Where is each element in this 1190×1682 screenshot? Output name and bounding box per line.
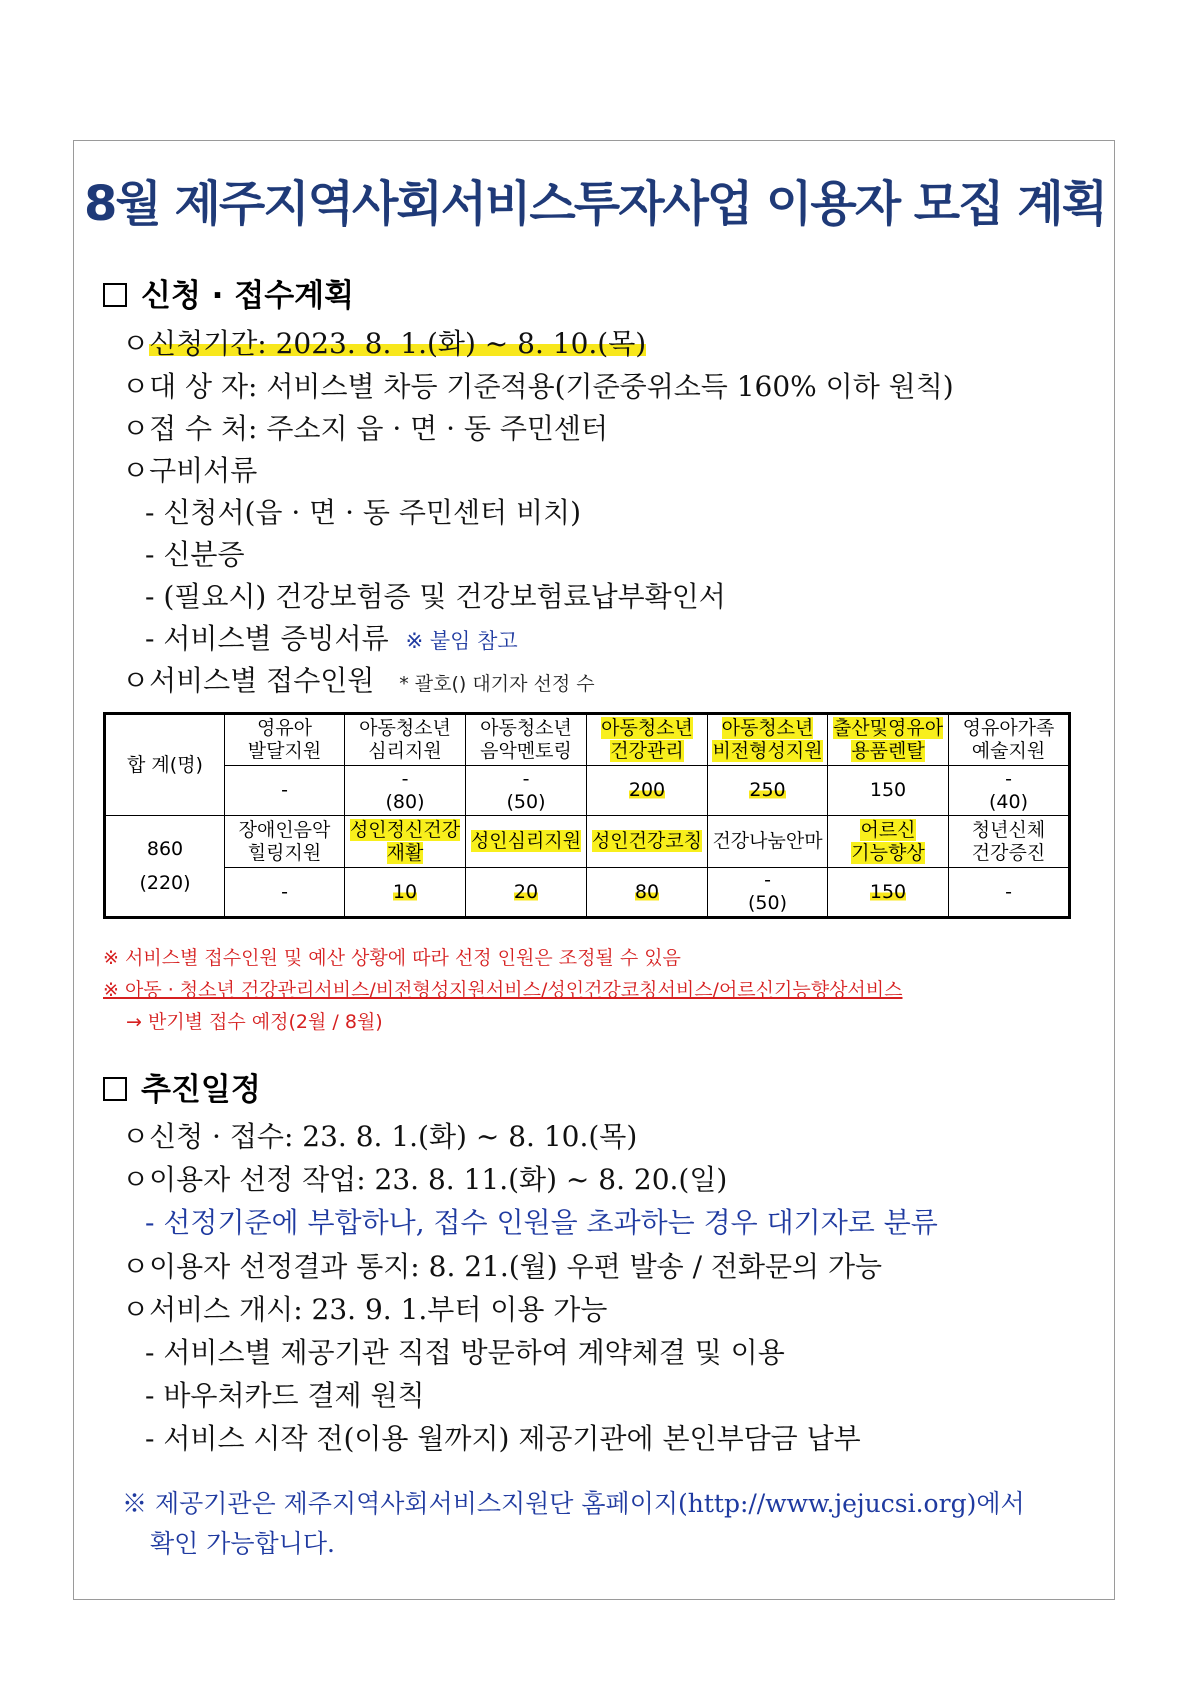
quota-cell — [587, 766, 708, 816]
schedule-text: 서비스 개시: 23. 9. 1.부터 이용 가능 — [149, 1293, 608, 1326]
quota-value: - — [1005, 880, 1012, 903]
service-name-cell — [466, 816, 587, 868]
service-name-line: 어르신 — [860, 818, 916, 841]
bullet-icon: ㅇ — [122, 454, 150, 487]
quota-value: 150 — [869, 880, 907, 903]
docs-title — [122, 449, 257, 489]
schedule-item — [122, 1245, 882, 1285]
bullet-icon: ㅇ — [122, 1293, 150, 1326]
target-line — [122, 365, 954, 405]
schedule-subitem: - 선정기준에 부합하나, 접수 인원을 초과하는 경우 대기자로 분류 — [145, 1206, 938, 1239]
service-name-cell — [225, 816, 345, 868]
table-row — [105, 714, 1070, 766]
service-name-line: 기능향상 — [851, 841, 925, 864]
quota-note: * 괄호() 대기자 선정 수 — [399, 673, 595, 695]
quota-value: 80 — [634, 880, 660, 903]
note-semiannual-services: ※ 아동 · 청소년 건강관리서비스/비전형성지원서비스/성인건강코칭서비스/어르신기능향상서비스 — [103, 979, 903, 1001]
schedule-item — [122, 1288, 607, 1328]
bullet-icon: ㅇ — [122, 1250, 150, 1283]
table-row — [105, 766, 1070, 816]
schedule-subitem: - 서비스별 제공기관 직접 방문하여 계약체결 및 이용 — [145, 1336, 785, 1369]
quota-title — [122, 659, 595, 699]
docs-title-text: 구비서류 — [149, 454, 258, 487]
quota-value: - — [281, 779, 288, 801]
quota-cell — [587, 868, 708, 918]
quota-cell — [466, 766, 587, 816]
service-name-line: 출산및영유아 — [832, 717, 944, 739]
place-line — [122, 407, 608, 447]
doc-item-text: - 서비스별 증빙서류 — [145, 622, 389, 655]
total-value-cell — [105, 816, 225, 918]
quota-cell — [225, 868, 345, 918]
quota-value: - — [281, 880, 288, 903]
quota-value: - — [1005, 767, 1012, 790]
service-name-line: 음악멘토링 — [480, 740, 572, 762]
quota-cell — [345, 766, 466, 816]
service-name-line: 아동청소년 — [480, 717, 572, 739]
quota-cell — [708, 868, 828, 918]
total-wait: (220) — [139, 872, 191, 894]
quota-cell — [225, 766, 345, 816]
doc-item: - (필요시) 건강보험증 및 건강보험료납부확인서 — [145, 580, 726, 613]
service-name-line: 청년신체 — [971, 818, 1046, 841]
section-title: 추진일정 — [141, 1072, 261, 1108]
quota-cell — [466, 868, 587, 918]
quota-value: 200 — [628, 779, 666, 801]
table-row — [105, 868, 1070, 918]
service-name-cell — [466, 714, 587, 766]
schedule-text: 신청 · 접수: 23. 8. 1.(화) ~ 8. 10.(목) — [149, 1120, 638, 1153]
quota-cell — [949, 766, 1070, 816]
quota-value: 150 — [869, 779, 907, 801]
section-title: 신청 · 접수계획 — [141, 278, 355, 314]
service-name-line: 비전형성지원 — [712, 740, 823, 762]
quota-value: 250 — [749, 779, 786, 801]
period-text — [149, 327, 646, 360]
total-label-cell — [105, 714, 225, 816]
quota-table — [103, 712, 1071, 919]
quota-value: 20 — [513, 880, 539, 903]
place-text: 접 수 처: 주소지 읍 · 면 · 동 주민센터 — [149, 412, 609, 445]
service-name-line: 아동청소년 — [359, 717, 451, 739]
docs-reference: ※ 붙임 참고 — [405, 629, 518, 653]
bullet-icon: ㅇ — [122, 327, 150, 360]
quota-value: - — [764, 869, 771, 891]
bullet-icon: ㅇ — [122, 1120, 150, 1153]
schedule-text: 이용자 선정결과 통지: 8. 21.(월) 우편 발송 / 전화문의 가능 — [149, 1250, 883, 1283]
waitlist-value: (80) — [385, 790, 425, 813]
footer-line: ※ 제공기관은 제주지역사회서비스지원단 홈페이지(http://www.jejucsi.org)에서 — [122, 1489, 1025, 1518]
quota-cell — [345, 868, 466, 918]
doc-item — [145, 617, 518, 657]
service-name-cell — [345, 816, 466, 868]
period-value: : 2023. 8. 1.(화) ~ 8. 10.(목) — [257, 327, 647, 360]
doc-item: - 신분증 — [145, 538, 245, 571]
note-semiannual: → 반기별 접수 예정(2월 / 8월) — [126, 1011, 383, 1033]
quota-cell — [708, 766, 828, 816]
service-name-cell — [345, 714, 466, 766]
quota-value: - — [522, 767, 530, 790]
waitlist-value: (50) — [747, 892, 787, 914]
bullet-icon: ㅇ — [122, 1163, 150, 1196]
quota-title-text: 서비스별 접수인원 — [149, 664, 375, 697]
service-name-line: 영유아 — [256, 717, 313, 739]
table-row — [105, 816, 1070, 868]
total-label: 합 계(명) — [127, 753, 203, 776]
target-text: 대 상 자: 서비스별 차등 기준적용(기준중위소득 160% 이하 원칙) — [149, 370, 954, 403]
quota-cell — [828, 766, 949, 816]
quota-cell — [828, 868, 949, 918]
service-name-line: 발달지원 — [247, 740, 322, 762]
service-name-cell — [587, 816, 708, 868]
service-name-cell — [949, 816, 1070, 868]
service-name-cell — [587, 714, 708, 766]
footer-line: 확인 가능합니다. — [150, 1529, 335, 1558]
service-name-line: 아동청소년 — [601, 717, 693, 739]
service-name-line: 용품렌탈 — [851, 740, 925, 762]
service-name-cell — [708, 816, 828, 868]
section-heading-schedule — [103, 1064, 261, 1109]
quota-value: - — [401, 767, 409, 790]
footer-note — [122, 1484, 1025, 1564]
checkbox-square-icon — [103, 1077, 127, 1101]
schedule-item — [122, 1158, 727, 1198]
service-name-line: 심리지원 — [368, 740, 442, 762]
checkbox-square-icon — [103, 283, 127, 307]
page-title: 8월 제주지역사회서비스투자사업 이용자 모집 계획 — [84, 176, 1106, 232]
bullet-icon: ㅇ — [122, 412, 150, 445]
service-name-line: 성인정신건강 — [349, 818, 461, 841]
bullet-icon: ㅇ — [122, 664, 150, 697]
schedule-text: 이용자 선정 작업: 23. 8. 11.(화) ~ 8. 20.(일) — [149, 1163, 728, 1196]
service-name-cell — [949, 714, 1070, 766]
total-value: 860 — [146, 838, 184, 860]
section-heading-application — [103, 270, 354, 315]
service-name-cell — [828, 714, 949, 766]
schedule-item — [122, 1115, 637, 1155]
service-name-line: 건강관리 — [610, 740, 684, 762]
application-period — [122, 322, 646, 362]
service-name-line: 힐링지원 — [247, 841, 322, 864]
service-name-line: 건강나눔안마 — [712, 830, 823, 852]
quota-cell — [949, 868, 1070, 918]
service-name-line: 재활 — [386, 841, 424, 864]
quota-value: 10 — [392, 880, 418, 903]
service-name-line: 장애인음악 — [238, 818, 331, 841]
doc-item: - 신청서(읍 · 면 · 동 주민센터 비치) — [145, 496, 581, 529]
service-name-line: 영유아가족 — [962, 717, 1055, 739]
service-name-line: 아동청소년 — [721, 717, 814, 739]
service-name-cell — [225, 714, 345, 766]
service-name-line: 건강증진 — [971, 841, 1046, 864]
service-name-cell — [828, 816, 949, 868]
service-name-cell — [708, 714, 828, 766]
schedule-subitem: - 바우처카드 결제 원칙 — [145, 1379, 425, 1412]
schedule-subitem: - 서비스 시작 전(이용 월까지) 제공기관에 본인부담금 납부 — [145, 1422, 861, 1455]
service-name-line: 성인건강코칭 — [591, 830, 703, 852]
service-name-line: 예술지원 — [971, 740, 1046, 762]
service-name-line: 성인심리지원 — [470, 830, 582, 852]
waitlist-value: (40) — [988, 790, 1028, 813]
waitlist-value: (50) — [506, 790, 546, 813]
period-label: 신청기간 — [149, 327, 258, 360]
bullet-icon: ㅇ — [122, 370, 150, 403]
note-adjustment: ※ 서비스별 접수인원 및 예산 상황에 따라 선정 인원은 조정될 수 있음 — [103, 947, 681, 969]
